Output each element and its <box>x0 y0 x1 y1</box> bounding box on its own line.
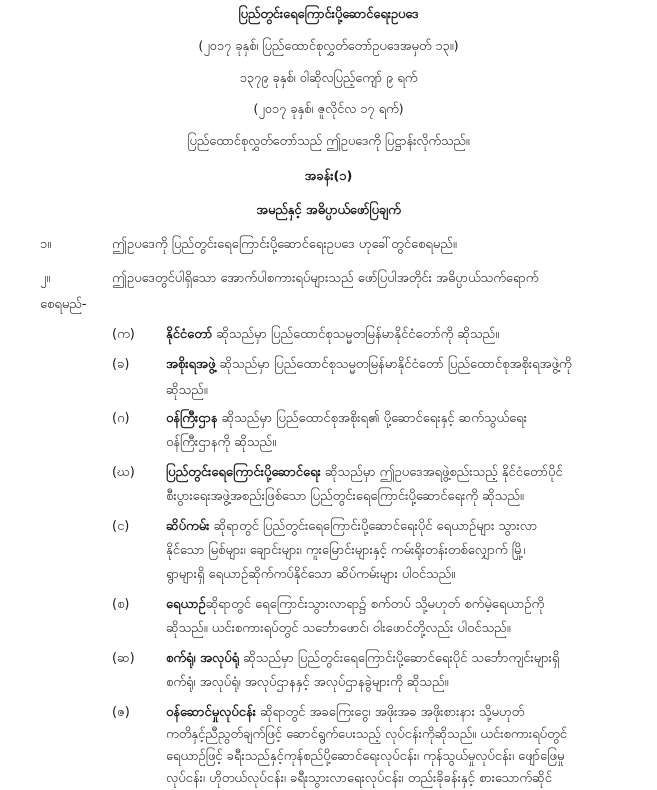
definition-term: ပြည်တွင်းရေကြောင်းပို့ဆောင်ရေး <box>166 465 321 480</box>
definition-text: ကတိနှင့်ညီညွတ်ချက်ဖြင့် ဆောင်ရွက်ပေးသည့် လုပ်ငန်းကိုဆိုသည်။ ယင်းစကားရပ်တွင် <box>166 727 567 742</box>
definition-term: စက်ရုံ၊ အလုပ်ရုံ <box>166 651 240 666</box>
definition-term: ဝန်ဆောင်မှုလုပ်ငန်း <box>166 705 256 720</box>
definition-item <box>166 518 537 536</box>
definition-term: အစိုးရအဖွဲ့ <box>166 357 216 372</box>
definition-text: ဆိုရာတွင် အခကြေးငွေ၊ အဖိုးအခ အဖိုးစားနား သို့မဟုတ် <box>255 705 525 720</box>
chapter-title: အမည်နှင့် အဓိပ္ပာယ်ဖော်ပြချက် <box>256 203 401 218</box>
definition-item <box>166 410 527 428</box>
definition-label: (စ) <box>112 597 130 612</box>
definition-item <box>166 464 563 482</box>
definition-item <box>166 704 524 722</box>
section-text: စေရမည်- <box>40 297 87 312</box>
definition-item <box>166 326 499 344</box>
definition-text: ဆိုသည်မှာ ပြည်ထောင်စုသမ္မတမြန်မာနိုင်ငံတော် ပြည်ထောင်စုအစိုးရအဖွဲ့ကို <box>215 357 572 372</box>
definition-label: (ဆ) <box>112 651 135 666</box>
law-title: ပြည်တွင်းရေကြောင်းပို့ဆောင်ရေးဥပဒေ <box>238 7 419 22</box>
definition-text: ရွာများရှိ ရေယာဉ်ဆိုက်ကပ်နိုင်သော ဆိပ်ကမ်းများ ပါဝင်သည်။ <box>166 567 456 582</box>
myanmar-date: ၁၃၇၉ ခုနှစ်၊ ဝါဆိုလပြည့်ကျော် ၉ ရက် <box>239 71 418 86</box>
definition-label: (က) <box>112 327 135 342</box>
section-text: ဤဥပဒေကို ပြည်တွင်းရေကြောင်းပို့ဆောင်ရေးဥပဒေ ဟုခေါ်တွင်စေရမည်။ <box>112 237 457 252</box>
definition-text: နိုင်သော မြစ်များ၊ ချောင်းများ၊ ကူးမြောင်းများနှင့် ကမ်းရိုးတန်းတစ်လျှောက် မြို့၊ <box>166 543 526 558</box>
definition-text: စီးပွားရေးအဖွဲ့အစည်းဖြစ်သော ပြည်တွင်းရေကြောင်းပို့ဆောင်ရေးကို ဆိုသည်။ <box>166 489 524 504</box>
definition-term: ဝန်ကြီးဌာန <box>166 411 218 426</box>
definition-text: ဆိုသည်မှာ ပြည်ထောင်စုသမ္မတမြန်မာနိုင်ငံတော်ကို ဆိုသည်။ <box>212 327 500 342</box>
definition-text: ဆိုသည်။ <box>166 383 208 398</box>
definition-text: လုပ်ငန်း၊ ဟိုတယ်လုပ်ငန်း၊ ခရီးသွားလာရေးလုပ်ငန်း၊ တည်းခိုခန်းနှင့် စားသောက်ဆိုင် <box>166 771 552 786</box>
definition-text: ဆိုရာတွင် ရေကြောင်းသွားလာရာ၌ စက်တပ် သို့မဟုတ် စက်မဲ့ရေယာဉ်ကို <box>205 597 545 612</box>
law-number: (၂၀၁၇ ခုနှစ်၊ ပြည်ထောင်စုလွှတ်တော်ဥပဒေအမှတ် ၁၃။) <box>198 39 459 54</box>
definition-text: ဆိုသည်မှာ ဤဥပဒေအရဖွဲ့စည်းသည့် နိုင်ငံတော်ပိုင် <box>320 465 563 480</box>
definition-label: (ဃ) <box>112 465 135 480</box>
definition-label: (င) <box>112 519 130 534</box>
definition-item <box>166 650 559 668</box>
definition-label: (ခ) <box>112 357 130 372</box>
gregorian-date: (၂၀၁၇ ခုနှစ်၊ ဇူလိုင်လ ၁၇ ရက်) <box>253 102 404 117</box>
definition-label: (ဂ) <box>112 411 130 426</box>
chapter-number: အခန်း(၁) <box>304 169 353 184</box>
definition-item <box>166 596 544 614</box>
definition-term: ရေယာဉ် <box>166 597 206 612</box>
section-text: ဤဥပဒေတွင်ပါရှိသော အောက်ပါစကားရပ်များသည် ဖော်ပြပါအတိုင်း အဓိပ္ပာယ်သက်ရောက် <box>112 271 539 286</box>
definition-text: စက်ရုံ၊ အလုပ်ရုံ၊ အလုပ်ဌာနနှင့် အလုပ်ဌာနခွဲများကို ဆိုသည်။ <box>166 675 449 690</box>
definition-term: နိုင်ငံတော် <box>166 327 213 342</box>
definition-text: ဆိုရာတွင် ပြည်တွင်းရေကြောင်းပို့ဆောင်ရေးပိုင် ရေယာဉ်များ သွားလာ <box>209 519 538 534</box>
section-number: ၂။ <box>40 271 51 286</box>
definition-text: ဝန်ကြီးဌာနကို ဆိုသည်။ <box>166 435 277 450</box>
definition-item <box>166 356 572 374</box>
definition-term: ဆိပ်ကမ်း <box>166 519 210 534</box>
definition-text: ဆိုသည်မှာ ပြည်ထောင်စုအစိုးရ၏ ပို့ဆောင်ရေးနှင့် ဆက်သွယ်ရေး <box>217 411 527 426</box>
definition-label: (ဇ) <box>112 705 130 720</box>
section-number: ၁။ <box>40 237 52 252</box>
definition-text: ဆိုသည်။ ယင်းစကားရပ်တွင် သင်္ဘောဖောင်၊ ဝါးဖောင်တို့လည်း ပါဝင်သည်။ <box>166 621 511 636</box>
definition-text: ဆိုသည်မှာ ပြည်တွင်းရေကြောင်းပို့ဆောင်ရေးပိုင် သင်္ဘောကျင်းများရှိ <box>239 651 560 666</box>
enactment-statement: ပြည်ထောင်စုလွှတ်တော်သည် ဤဥပဒေကို ပြဋ္ဌာန်းလိုက်သည်။ <box>187 134 470 149</box>
definition-text: ရေယာဉ်ဖြင့် ခရီးသည်နှင့်ကုန်စည်ပို့ဆောင်ရေးလုပ်ငန်း၊ ကုန်သွယ်မှုလုပ်ငန်း၊ ဖျော်ဖြေမှု <box>166 749 565 764</box>
